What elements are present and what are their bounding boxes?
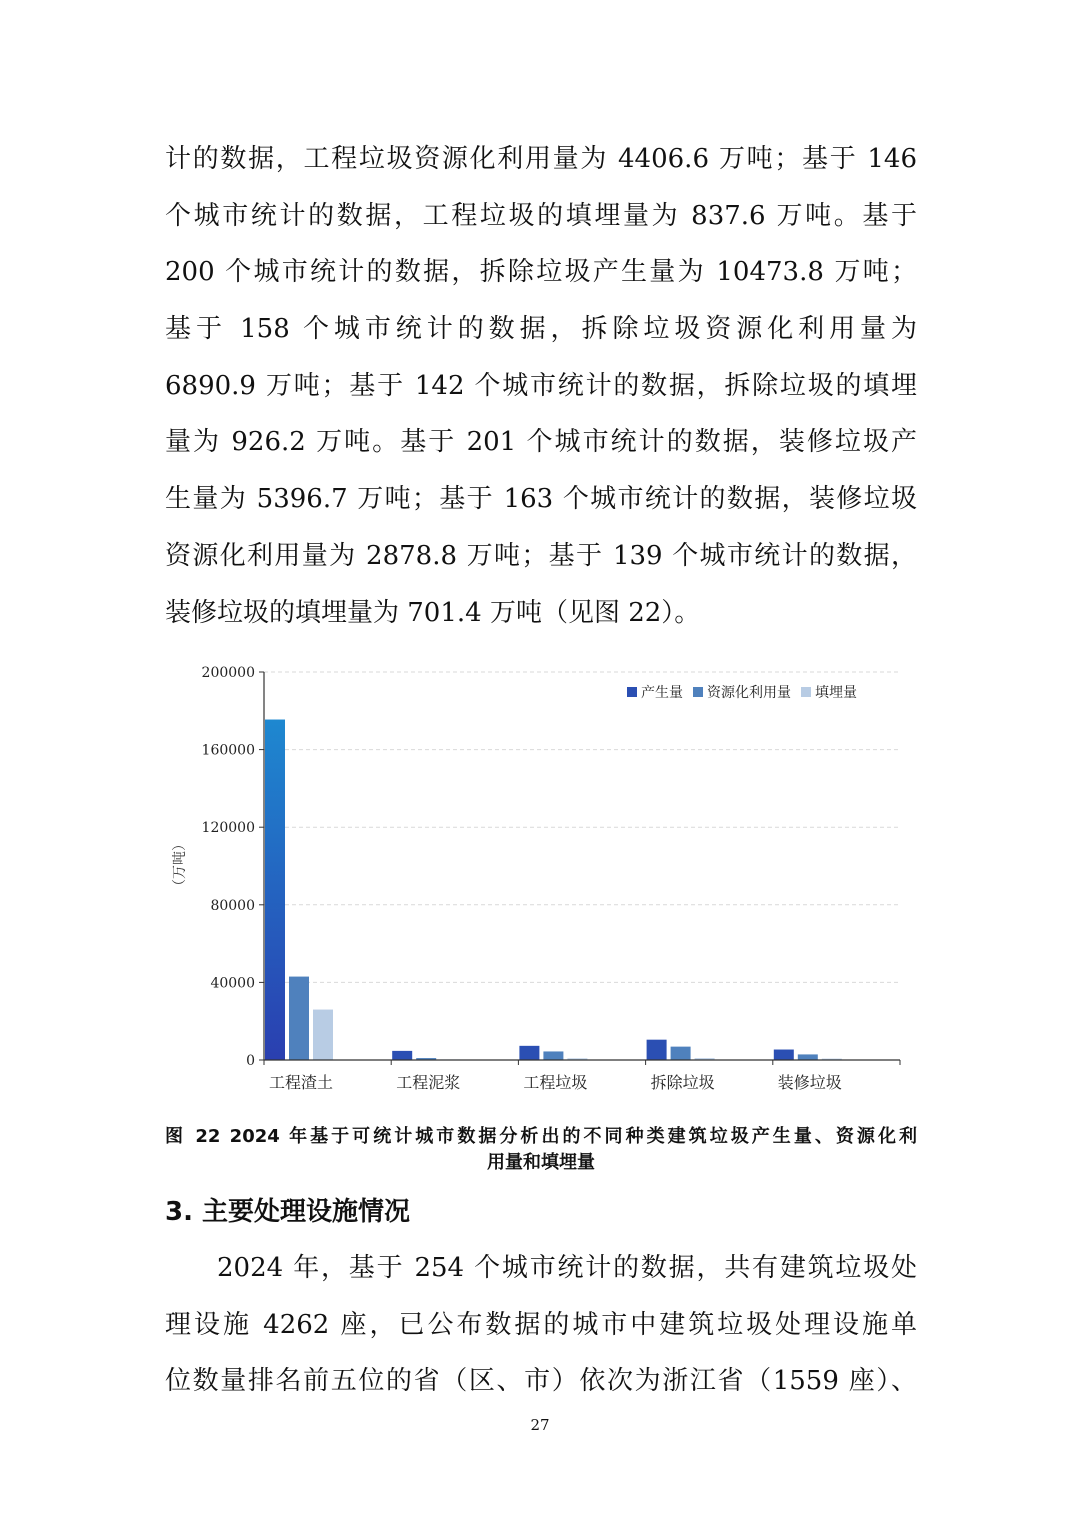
bar <box>519 1046 539 1060</box>
y-tick-label: 40000 <box>210 975 255 992</box>
bar <box>313 1010 333 1060</box>
bar <box>392 1051 412 1060</box>
x-tick-label: 工程泥浆 <box>396 1073 461 1092</box>
text-line: 计的数据，工程垃圾资源化利用量为 4406.6 万吨；基于 146 <box>165 144 917 174</box>
y-axis-label: （万吨） <box>172 837 188 893</box>
body-paragraph-2 <box>165 1240 917 1410</box>
page-number: 27 <box>530 1416 550 1434</box>
text-line: 基于 158 个城市统计的数据，拆除垃圾资源化利用量为 <box>165 314 917 345</box>
legend-swatch <box>801 687 811 697</box>
bar <box>647 1040 667 1060</box>
bar <box>774 1050 794 1060</box>
text-line: 200 个城市统计的数据，拆除垃圾产生量为 10473.8 万吨； <box>165 257 917 288</box>
legend-label: 填埋量 <box>815 685 857 701</box>
x-tick-label: 工程垃圾 <box>523 1073 588 1092</box>
caption-line: 用量和填埋量 <box>487 1152 595 1173</box>
legend-swatch <box>627 687 637 697</box>
x-tick-label: 拆除垃圾 <box>650 1073 715 1092</box>
text-line: 资源化利用量为 2878.8 万吨；基于 139 个城市统计的数据， <box>165 540 917 571</box>
text-line: 理设施 4262 座，已公布数据的城市中建筑垃圾处理设施单 <box>165 1309 917 1340</box>
text-line: 量为 926.2 万吨。基于 201 个城市统计的数据，装修垃圾产 <box>165 427 917 458</box>
figure-caption <box>165 1124 917 1176</box>
bar <box>543 1051 563 1060</box>
text-line: 2024 年，基于 254 个城市统计的数据，共有建筑垃圾处 <box>217 1253 917 1283</box>
y-tick-label: 200000 <box>201 665 255 681</box>
legend-label: 产生量 <box>641 685 683 701</box>
bar <box>265 720 285 1060</box>
x-tick-label: 装修垃圾 <box>777 1073 842 1092</box>
y-tick-label: 120000 <box>201 820 255 837</box>
x-tick-label: 工程渣土 <box>268 1073 334 1092</box>
text-line: 装修垃圾的填埋量为 701.4 万吨（见图 22）。 <box>165 597 701 628</box>
text-line: 位数量排名前五位的省（区、市）依次为浙江省（1559 座）、 <box>165 1366 917 1397</box>
legend-label: 资源化利用量 <box>707 685 791 701</box>
section-heading: 3. 主要处理设施情况 <box>165 1197 411 1227</box>
bar-chart-svg <box>160 655 920 1105</box>
y-tick-label: 80000 <box>210 897 255 914</box>
legend-swatch <box>693 687 703 697</box>
bar <box>289 977 309 1060</box>
y-tick-label: 160000 <box>201 742 255 759</box>
body-paragraph-1 <box>165 131 917 641</box>
text-line: 生量为 5396.7 万吨；基于 163 个城市统计的数据，装修垃圾 <box>165 484 917 515</box>
y-tick-label: 0 <box>246 1053 255 1069</box>
text-line: 6890.9 万吨；基于 142 个城市统计的数据，拆除垃圾的填埋 <box>165 370 917 401</box>
bar <box>798 1054 818 1060</box>
caption-line: 图 22 2024 年基于可统计城市数据分析出的不同种类建筑垃圾产生量、资源化利 <box>165 1126 917 1147</box>
bar <box>671 1047 691 1060</box>
bar-chart <box>160 655 920 1105</box>
text-line: 个城市统计的数据，工程垃圾的填埋量为 837.6 万吨。基于 <box>165 200 917 231</box>
